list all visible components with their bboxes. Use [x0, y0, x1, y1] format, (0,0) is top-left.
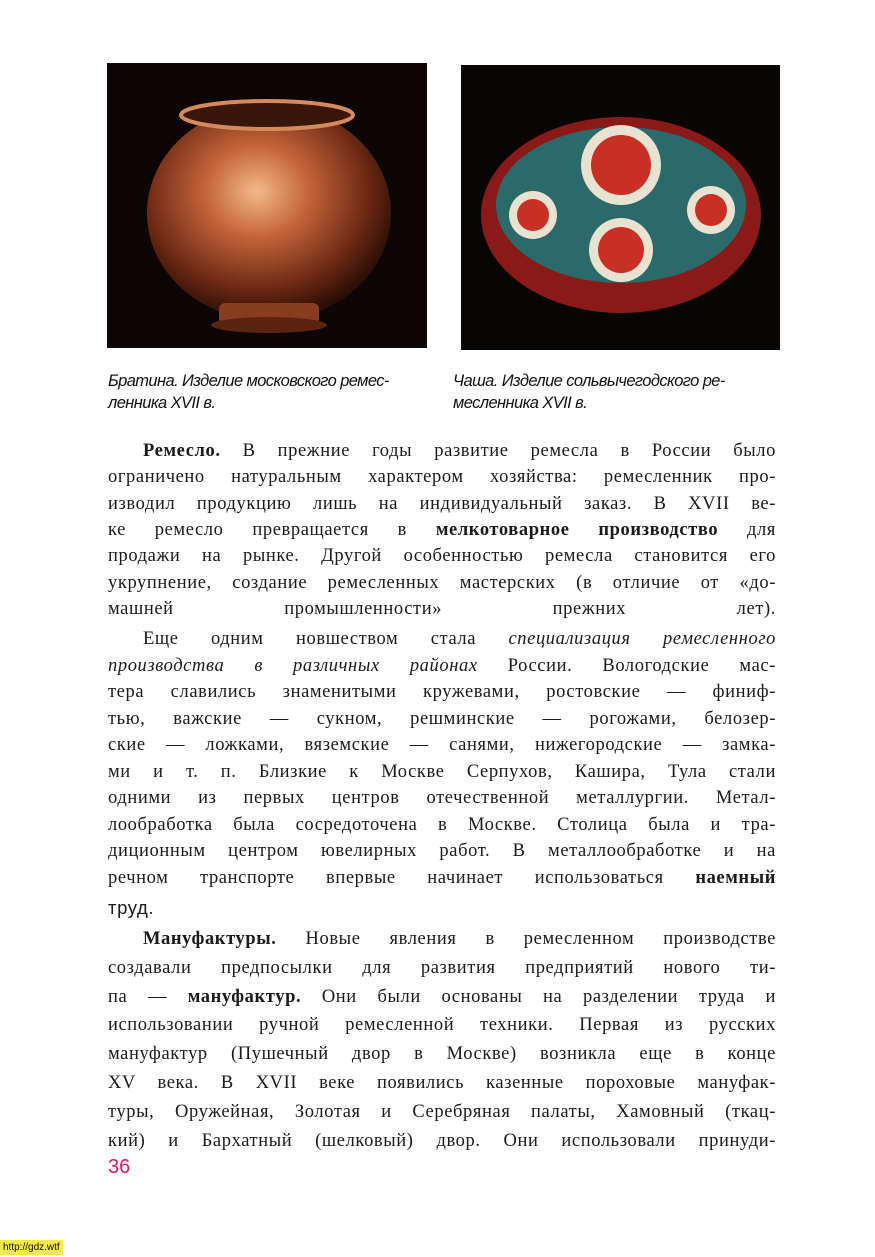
text-segment: ми и т. п. Близкие к Москве Серпухов, Кашира, Тула стали — [108, 761, 776, 782]
bold-term: мануфактур. — [187, 986, 302, 1007]
text-line — [108, 466, 776, 488]
italic-term: производства в различных районах — [108, 655, 478, 676]
text-segment: ограничено натуральным характером хозяйства: ремесленник про- — [108, 467, 776, 488]
bowl-photo — [461, 65, 780, 350]
text-segment: речном транспорте впервые начинает использоваться — [108, 867, 696, 888]
text-segment: диционным центром ювелирных работ. В металлообработке и на — [108, 841, 776, 861]
text-line — [108, 598, 776, 620]
italic-term: специализация ремесленного — [508, 629, 776, 649]
text-segment: лообработка была сосредоточена в Москве. Столица была и тра- — [108, 814, 776, 835]
bold-term: Мануфактуры. — [143, 929, 277, 949]
text-segment: па — — [108, 986, 188, 1007]
text-segment: одними из первых центров отечественной металлургии. Метал- — [108, 788, 776, 808]
bold-term: мелкотоварное производство — [435, 519, 719, 540]
text-line — [108, 787, 776, 809]
caption-bowl-line2: месленника XVII в. — [453, 394, 588, 412]
footer-link[interactable]: http://gdz.wtf — [0, 1240, 63, 1255]
bratina-photo — [107, 63, 427, 348]
caption-bratina-line1: Братина. Изделие московского ремес- — [108, 372, 389, 390]
text-line — [108, 761, 776, 783]
page-number: 36 — [108, 1156, 131, 1178]
text-line — [108, 734, 776, 756]
text-segment: машней промышленности» прежних лет). — [108, 598, 776, 619]
bold-term: наемный — [695, 867, 776, 888]
text-segment: продажи на рынке. Другой особенностью ремесла становится его — [108, 546, 776, 567]
text-line — [108, 986, 776, 1008]
text-segment: тера славились знаменитыми кружевами, ростовские — финиф- — [108, 682, 776, 702]
text-line — [108, 708, 776, 730]
text-segment: XV века. В XVII веке появились казенные пороховые мануфак- — [108, 1073, 776, 1093]
text-line — [108, 519, 776, 541]
text-segment: туры, Оружейная, Золотая и Серебряная палаты, Хамовный (ткац- — [108, 1101, 776, 1122]
caption-bratina-line2: ленника XVII в. — [108, 394, 216, 412]
text-segment: Они были основаны на разделении труда и — [301, 986, 776, 1007]
text-line — [108, 493, 776, 515]
text-line — [108, 1130, 776, 1152]
text-line — [108, 840, 776, 862]
text-line — [108, 897, 776, 920]
text-line — [108, 867, 776, 889]
text-segment: России. Вологодские мас- — [477, 655, 776, 676]
text-segment: ке ремесло превращается в — [108, 519, 436, 540]
text-line — [108, 572, 776, 594]
text-line — [108, 1043, 776, 1065]
text-segment: В прежние годы развитие ремесла в России было — [220, 441, 776, 461]
text-line — [108, 1014, 776, 1036]
text-segment: изводил продукцию лишь на индивидуальный заказ. В XVII ве- — [108, 493, 776, 514]
text-segment: ские — ложками, вяземские — санями, нижегородские — замка- — [108, 735, 776, 755]
text-line — [108, 814, 776, 836]
text-segment: использовании ручной ремесленной техники. Первая из русских — [108, 1015, 776, 1036]
text-line — [108, 655, 776, 677]
text-segment: укрупнение, создание ремесленных мастерских (в отличие от «до- — [108, 572, 776, 593]
text-line — [108, 545, 776, 567]
text-line — [108, 681, 776, 703]
text-line — [143, 440, 776, 462]
text-segment: тью, важские — сукном, решминские — рогожами, белозер- — [108, 708, 776, 729]
bold-term: Ремесло. — [143, 441, 221, 461]
text-segment: мануфактур (Пушечный двор в Москве) возникла еще в конце — [108, 1044, 776, 1065]
text-segment: Еще одним новшеством стала — [143, 629, 509, 649]
caption-bowl-line1: Чаша. Изделие сольвычегодского ре- — [453, 372, 725, 390]
text-line — [143, 928, 776, 950]
text-line — [108, 1101, 776, 1123]
text-segment: труд. — [108, 897, 155, 918]
text-segment: Новые явления в ремесленном производстве — [276, 929, 776, 949]
text-line — [108, 1072, 776, 1094]
text-line — [143, 628, 776, 650]
text-segment: кий) и Бархатный (шелковый) двор. Они использовали принуди- — [108, 1130, 776, 1151]
text-line — [108, 957, 776, 979]
text-segment: для — [718, 519, 776, 540]
text-segment: создавали предпосылки для развития предприятий нового ти- — [108, 957, 776, 978]
